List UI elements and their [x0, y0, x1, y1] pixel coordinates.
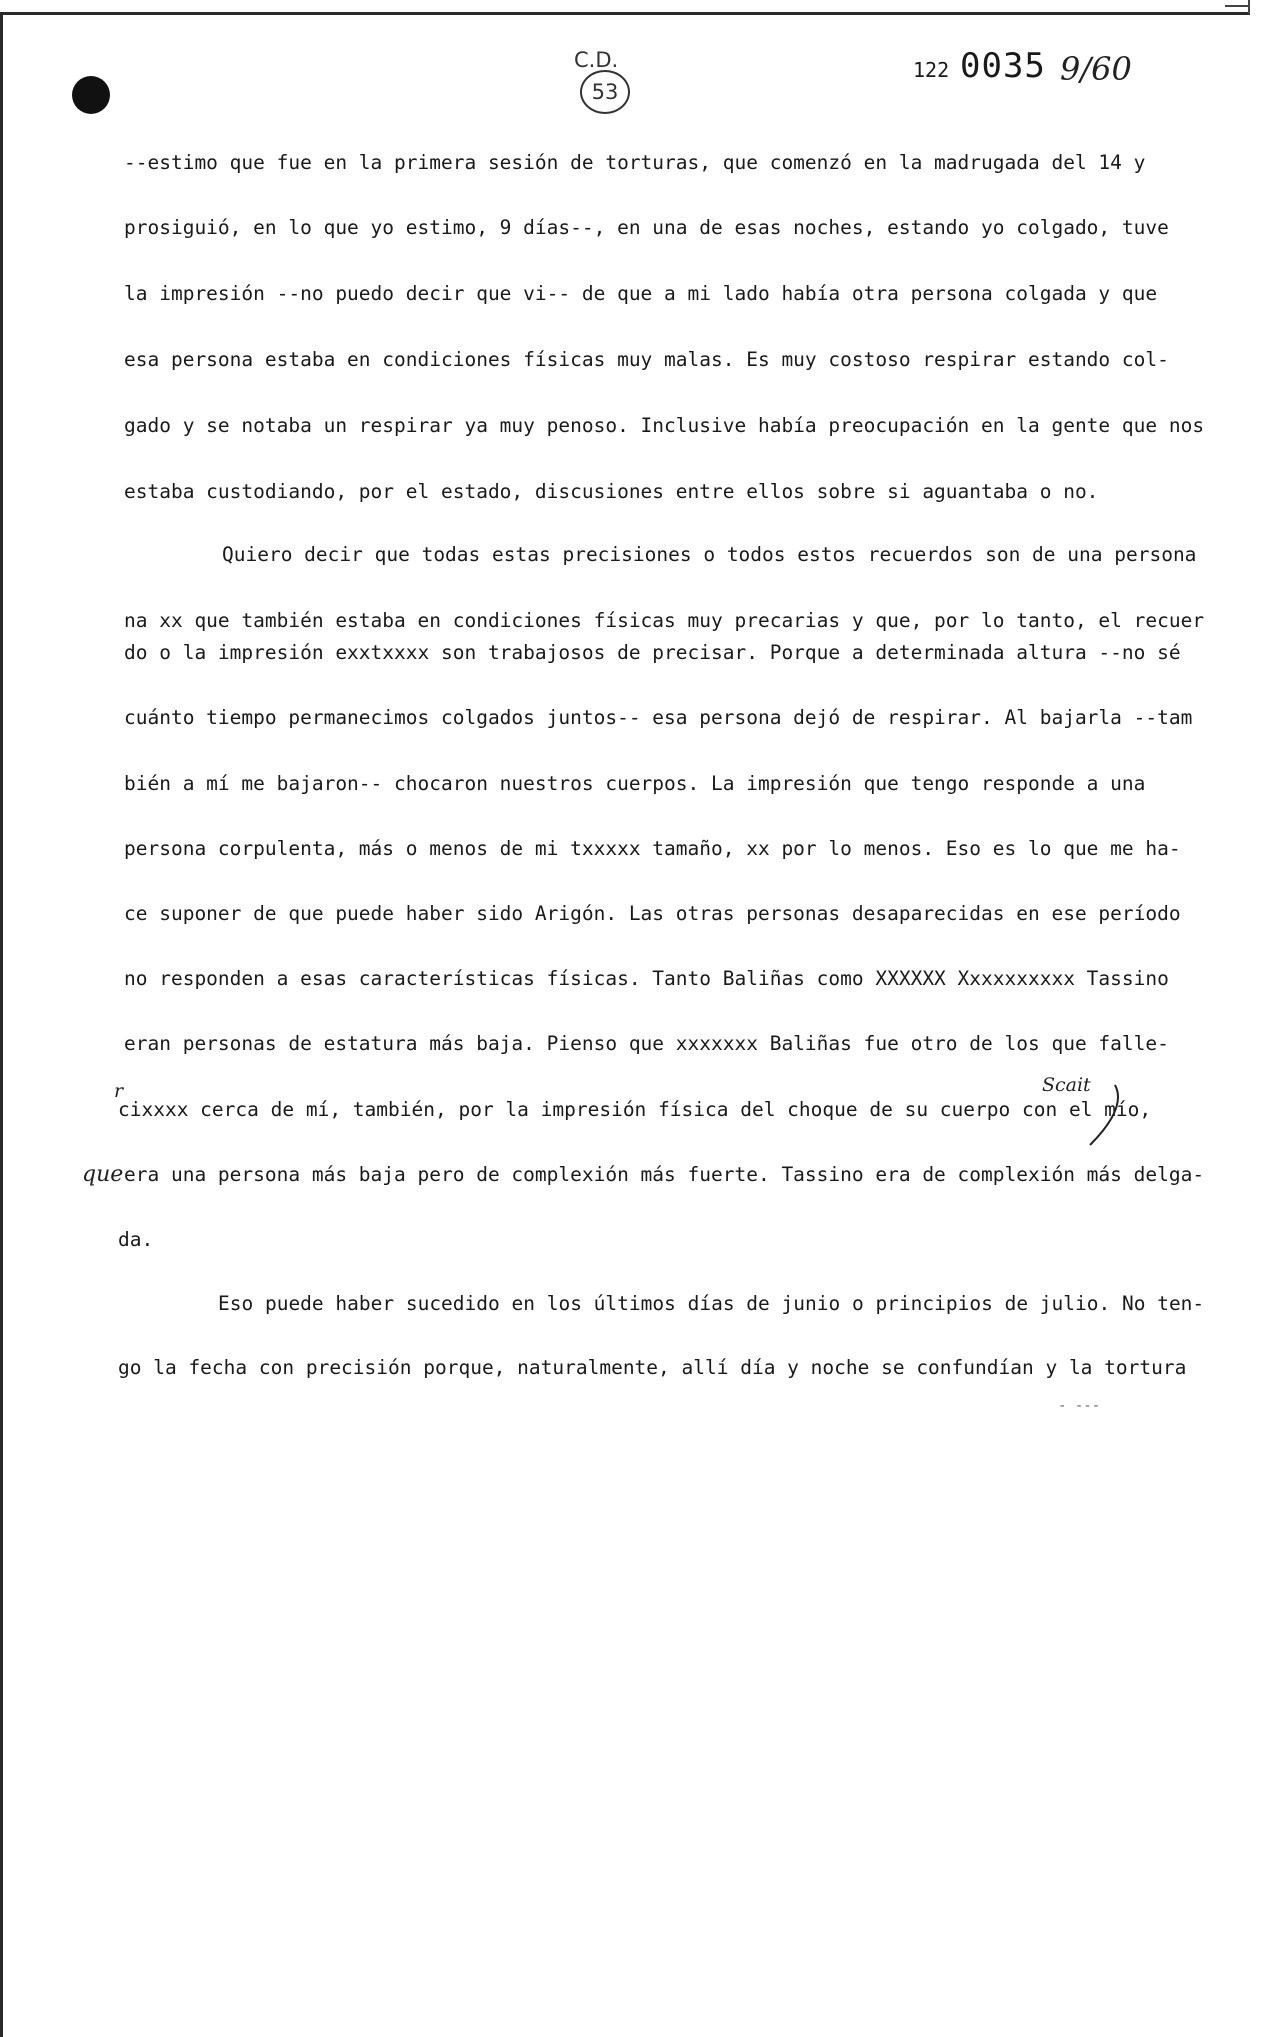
body-line: no responden a esas características físicas. Tanto Baliñas como XXXXXX Xxxxxxxxxx Tassino [124, 967, 1169, 990]
punch-hole-icon [72, 76, 110, 114]
body-line: go la fecha con precisión porque, naturalmente, allí día y noche se confundían y la tortura [118, 1356, 1187, 1379]
page-border-right [1248, 0, 1250, 14]
archive-stamp-label: C.D. [574, 48, 619, 72]
insertion-mark: r [114, 1080, 124, 1102]
margin-handwritten-note: que [82, 1162, 124, 1187]
body-line: do o la impresión exxtxxxx son trabajosos de precisar. Porque a determinada altura --no sé [124, 641, 1181, 664]
body-line: Eso puede haber sucedido en los últimos días de junio o principios de julio. No ten- [218, 1292, 1205, 1315]
body-line: prosiguió, en lo que yo estimo, 9 días--, en una de esas noches, estando yo colgado, tuve [124, 216, 1169, 239]
inline-handwritten-note: Scait [1042, 1074, 1091, 1096]
body-line: cuánto tiempo permanecimos colgados juntos-- esa persona dejó de respirar. Al bajarla --tam [124, 706, 1193, 729]
body-line: na xx que también estaba en condiciones físicas muy precarias y que, por lo tanto, el recuer [124, 609, 1205, 632]
page-number: 122 [913, 58, 950, 82]
archive-stamp-number: 53 [591, 80, 619, 104]
body-line: era una persona más baja pero de complexión más fuerte. Tassino era de complexión más delga- [124, 1163, 1205, 1186]
body-line: persona corpulenta, más o menos de mi txxxxx tamaño, xx por lo menos. Eso es lo que me ha- [124, 837, 1181, 860]
body-line: estaba custodiando, por el estado, discusiones entre ellos sobre si aguantaba o no. [124, 480, 1099, 503]
margin-dashes: - --- [1058, 1398, 1101, 1414]
document-code: 0035 [960, 46, 1046, 86]
body-line: gado y se notaba un respirar ya muy penoso. Inclusive había preocupación en la gente que nos [124, 414, 1205, 437]
archive-stamp-circle [580, 70, 630, 114]
body-line: ce suponer de que puede haber sido Arigón. Las otras personas desaparecidas en ese período [124, 902, 1181, 925]
body-line: cixxxx cerca de mí, también, por la impresión física del choque de su cuerpo con el mío, [118, 1098, 1152, 1121]
handwritten-bracket-icon [1085, 1080, 1125, 1150]
body-line: la impresión --no puedo decir que vi-- de que a mi lado había otra persona colgada y que [124, 282, 1158, 305]
body-line: da. [118, 1228, 154, 1251]
body-line: esa persona estaba en condiciones físicas muy malas. Es muy costoso respirar estando col- [124, 348, 1169, 371]
body-line: eran personas de estatura más baja. Pienso que xxxxxxx Baliñas fue otro de los que falle- [124, 1032, 1169, 1055]
body-line: Quiero decir que todas estas precisiones o todos estos recuerdos son de una persona [222, 543, 1197, 566]
corner-line [1225, 5, 1250, 7]
body-line: bién a mí me bajaron-- chocaron nuestros cuerpos. La impresión que tengo responde a una [124, 772, 1146, 795]
body-line: --estimo que fue en la primera sesión de torturas, que comenzó en la madrugada del 14 y [124, 151, 1146, 174]
page-border-left [0, 12, 3, 2037]
document-code-handwritten: 9/60 [1060, 50, 1132, 88]
page-border-top [0, 12, 1250, 15]
